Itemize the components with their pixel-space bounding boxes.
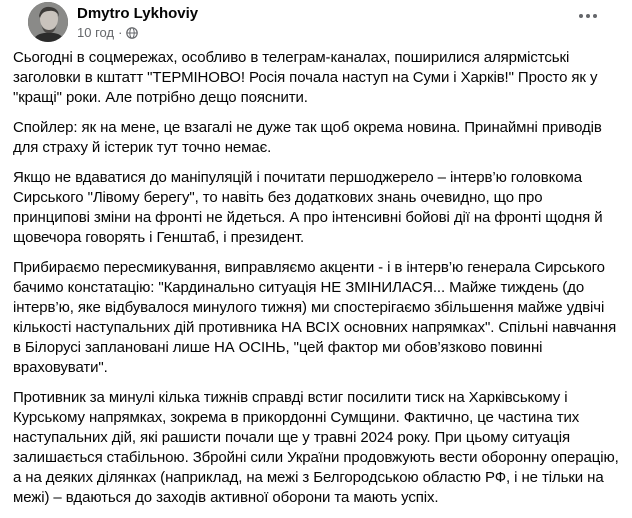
post-meta [77,25,138,40]
post-header [14,0,618,48]
post-time[interactable]: 10 год [77,25,115,40]
post-paragraph-3: Якщо не вдаватися до маніпуляцій і почитати першоджерело – інтерв’ю головкома Сирського "Лівому берегу", то навіть без додаткових знань очевидно, що про принципові зміни на фронті не йдеться. А про інтенсивні бойові дії на фронті щодня й щовечора говорять і Генштаб, і президент. [13,169,603,246]
meta-separator: · [118,25,123,40]
post-paragraph-2: Спойлер: як на мене, це взагалі не дуже так щоб окрема новина. Принаймні приводів для страху й істерик тут точно немає. [13,119,602,156]
author-name[interactable]: Dmytro Lykhoviy [77,5,199,22]
post-paragraph-4: Прибираємо пересмикування, виправляємо акценти - і в інтерв’ю генерала Сирського бачимо констатацію: "Кардинально ситуація НЕ ЗМІНИЛАСЯ... Майже тиждень (до інтерв’ю, яке відбувалося минулого тижня) ми спостерігаємо збільшення майже удвічі кількості наступальних дій противника НА ВСІХ основних напрямках". Спільні навчання в Білорусі заплановані лише НА ОСІНЬ, "цей фактор ми обов’язково повинні враховувати". [13,259,617,376]
globe-icon [126,27,138,39]
post-paragraph-1: Сьогодні в соцмережах, особливо в телеграм-каналах, поширилися алярмістські заголовки в кштатт "ТЕРМІНОВО! Росія почала наступ на Суми і Харків!" Просто як у "кращі" роки. Але потрібно дещо пояснити. [13,49,598,106]
post-body [13,48,619,518]
author-avatar[interactable] [28,2,68,42]
more-options-icon[interactable] [574,6,602,26]
post-paragraph-5: Противник за минулі кілька тижнів справді встиг посилити тиск на Харківському і Курському напрямках, зокрема в прикордонні Сумщини. Фактично, це частина тих наступальних дій, які рашисти почали ще у травні 2024 року. При цьому ситуація залишається стабільною. Збройні сили України продовжують вести оборонну операцію, а на деяких ділянках (наприклад, на межі з Белгородською областю РФ, і не тільки на межі) – вдаються до заходів активної оборони та мають успіх. [13,389,619,506]
